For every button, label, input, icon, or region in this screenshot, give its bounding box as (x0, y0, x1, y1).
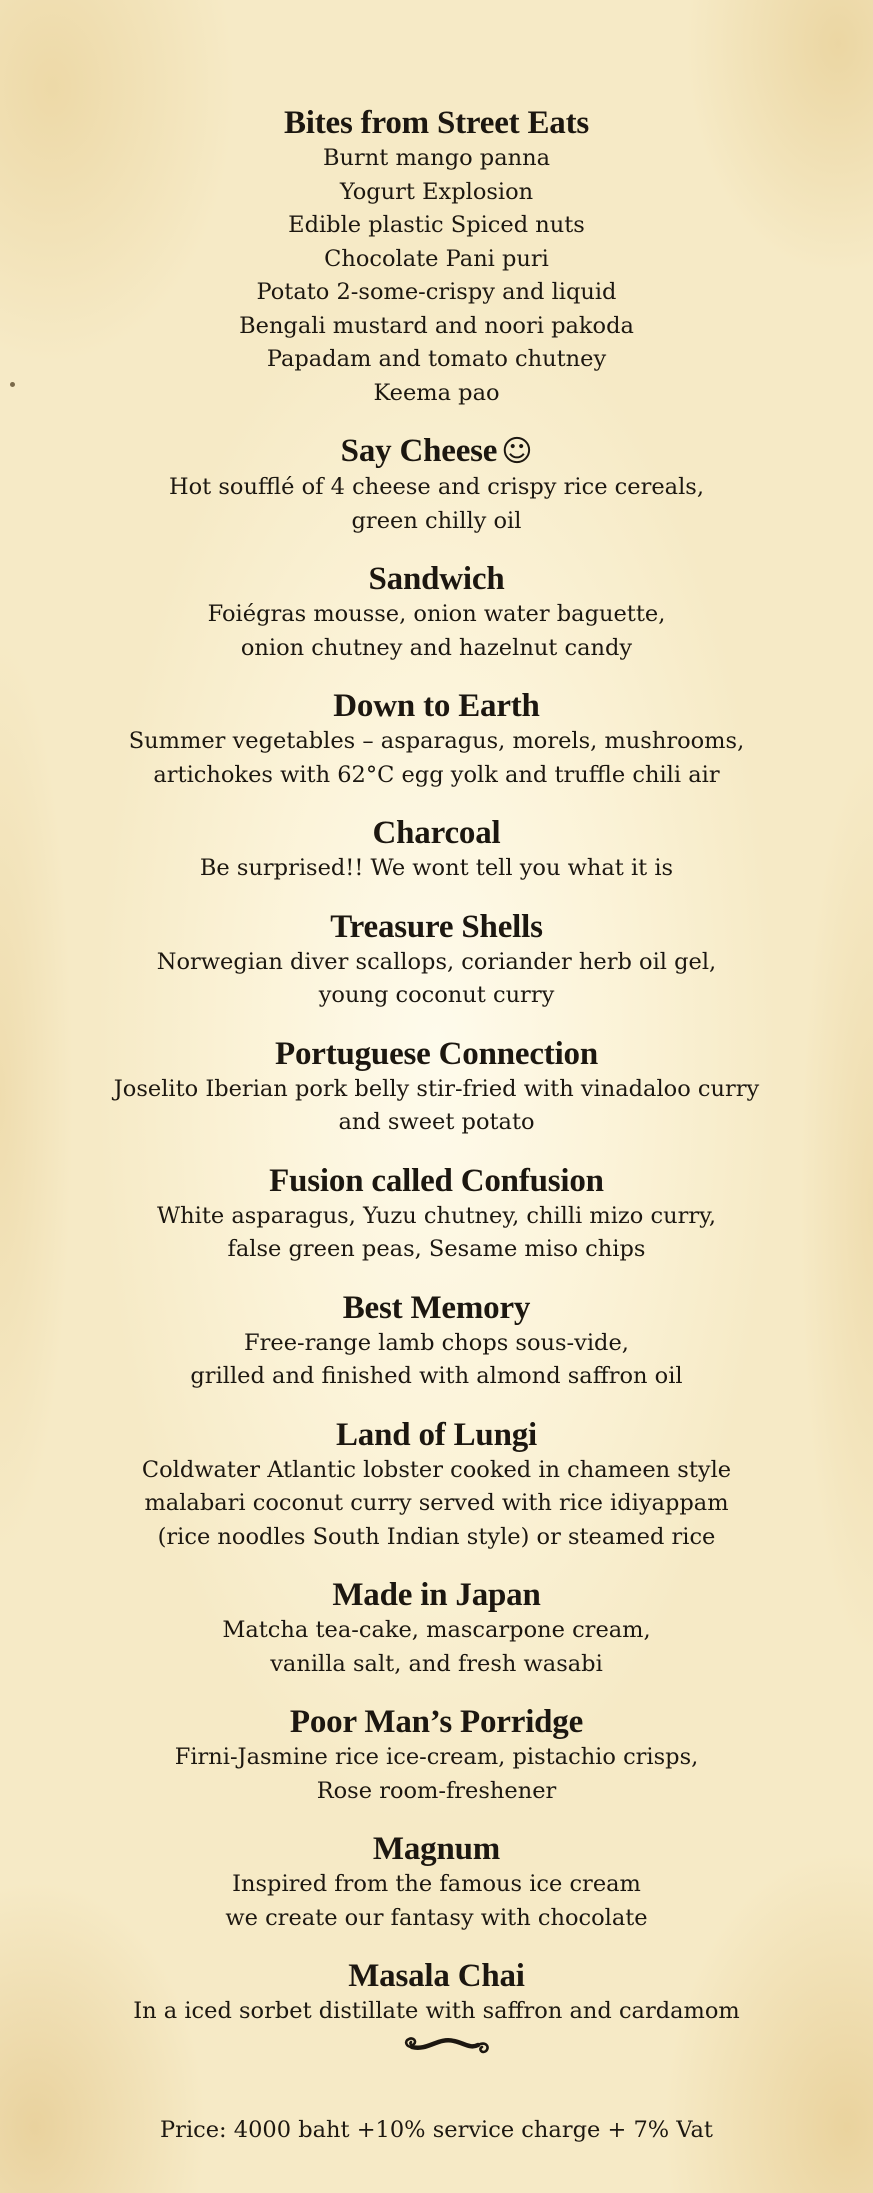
course-line: Free-range lamb chops sous-vide, (244, 1329, 629, 1356)
course-bites-from-street-eats (0, 104, 873, 410)
course-line: Edible plastic Spiced nuts (288, 212, 585, 238)
course-line: vanilla salt, and fresh wasabi (270, 1650, 603, 1677)
course-line: Firni-Jasmine rice ice-cream, pistachio crisps, (174, 1744, 699, 1770)
course-title: Bites from Street Eats (283, 105, 590, 141)
course-line: Foiégras mousse, onion water baguette, (207, 601, 666, 627)
course-line: Keema pao (373, 379, 500, 406)
course-title: Land of Lungi (336, 1416, 537, 1453)
course-line: Joselito Iberian pork belly stir-fried with vinadaloo curry (113, 1075, 760, 1102)
course-line: Be surprised!! We wont tell you what it is (199, 855, 674, 881)
course-line: In a iced sorbet distillate with saffron and cardamom (133, 1998, 740, 2024)
course-line: (rice noodles South Indian style) or steamed rice (157, 1523, 716, 1550)
course-line: Norwegian diver scallops, coriander herb oil gel, (156, 948, 717, 975)
course-title: Sandwich (368, 561, 505, 597)
course-line: young coconut curry (318, 982, 555, 1008)
course-line: Yogurt Explosion (339, 178, 534, 205)
course-title: Treasure Shells (330, 908, 543, 945)
course-title: Fusion called Confusion (269, 1162, 604, 1199)
course-title: Say Cheese (340, 433, 498, 469)
course-down-to-earth (0, 687, 873, 792)
course-title: Portuguese Connection (274, 1035, 599, 1072)
course-line: we create our fantasy with chocolate (225, 1904, 648, 1931)
course-line: Coldwater Atlantic lobster cooked in chameen style (141, 1456, 732, 1483)
course-line: and sweet potato (338, 1109, 535, 1135)
course-made-in-japan (0, 1576, 873, 1681)
course-title: Down to Earth (333, 688, 540, 724)
course-title: Made in Japan (332, 1577, 541, 1613)
course-line: Bengali mustard and noori pakoda (239, 312, 634, 339)
course-title: Best Memory (342, 1289, 531, 1326)
course-line: green chilly oil (351, 507, 522, 534)
course-title-row (0, 432, 873, 471)
course-line: false green peas, Sesame miso chips (227, 1236, 646, 1262)
scroll-flourish-icon (398, 2031, 494, 2057)
smiley-face-icon: ☺ (501, 434, 533, 469)
course-line: Burnt mango panna (322, 145, 551, 171)
course-say-cheese (0, 432, 873, 538)
course-line: White asparagus, Yuzu chutney, chilli mizo curry, (157, 1202, 716, 1229)
course-line: Chocolate Pani puri (324, 245, 549, 272)
course-treasure-shells (0, 908, 873, 1013)
price-note: Price: 4000 baht +10% service charge + 7% Vat (160, 2117, 713, 2143)
course-line: Summer vegetables – asparagus, morels, mushrooms, (128, 728, 745, 754)
course-portuguese-connection (0, 1035, 873, 1140)
course-fusion-called-confusion (0, 1162, 873, 1267)
course-line: Matcha tea-cake, mascarpone cream, (222, 1617, 651, 1643)
course-sandwich (0, 560, 873, 665)
course-poor-mans-porridge (0, 1703, 873, 1808)
course-title: Charcoal (372, 815, 501, 851)
course-line: Potato 2-some-crispy and liquid (256, 279, 617, 305)
course-title: Poor Man’s Porridge (289, 1704, 584, 1740)
course-title: Masala Chai (348, 1958, 525, 1994)
course-land-of-lungi (0, 1416, 873, 1555)
course-charcoal (0, 814, 873, 886)
course-line: Inspired from the famous ice cream (232, 1871, 641, 1897)
course-line: grilled and finished with almond saffron oil (190, 1363, 683, 1389)
course-best-memory (0, 1289, 873, 1394)
course-line: artichokes with 62°C egg yolk and truffle chili air (153, 761, 720, 788)
course-title: Magnum (372, 1831, 501, 1867)
course-masala-chai (0, 1957, 873, 2029)
course-magnum (0, 1830, 873, 1935)
course-line: Rose room-freshener (316, 1777, 557, 1804)
course-line: malabari coconut curry served with rice idiyappam (144, 1490, 729, 1516)
course-line: onion chutney and hazelnut candy (240, 634, 633, 661)
course-line: Hot soufflé of 4 cheese and crispy rice cereals, (169, 474, 704, 500)
course-line: Papadam and tomato chutney (266, 346, 607, 372)
